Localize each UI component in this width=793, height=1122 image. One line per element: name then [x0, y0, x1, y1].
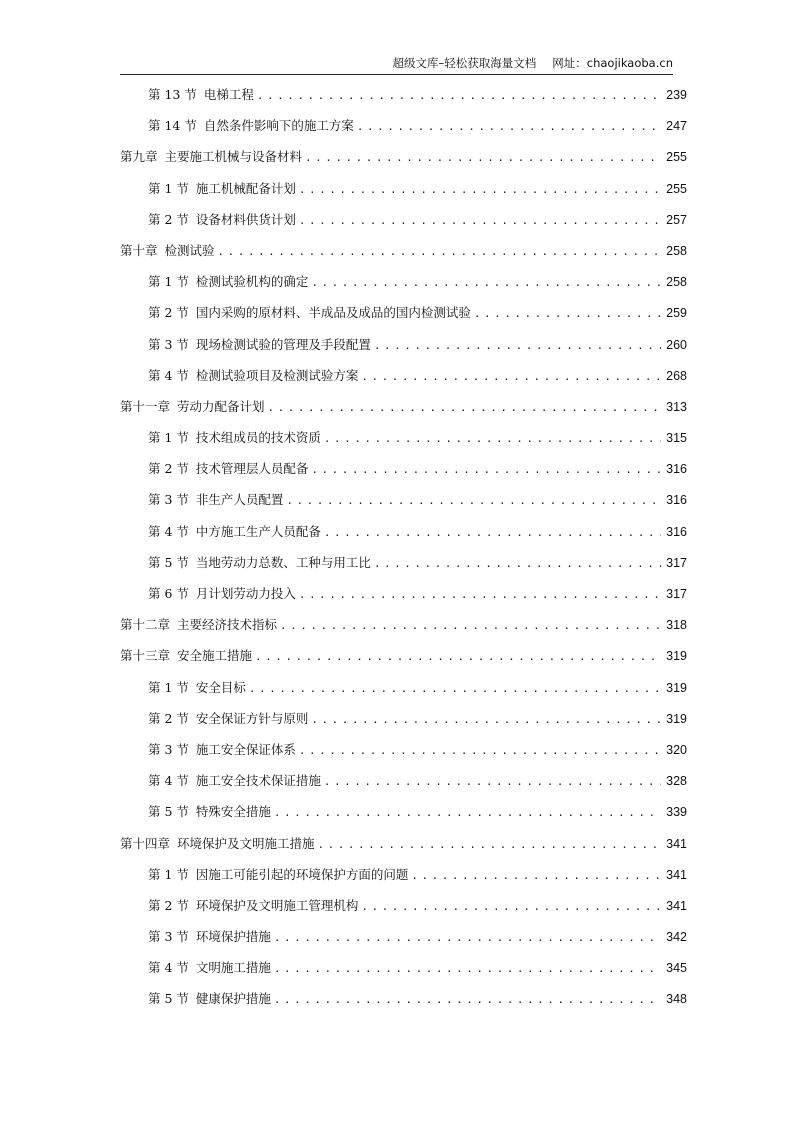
toc-section-entry[interactable]: [120, 360, 687, 391]
dot-leader: [299, 735, 661, 766]
entry-title: 电梯工程: [203, 87, 254, 102]
entry-page-number: 313: [666, 399, 687, 414]
entry-title: 主要经济技术指标: [177, 617, 278, 633]
toc-section-entry[interactable]: [120, 266, 687, 297]
toc-section-entry[interactable]: [120, 983, 687, 1014]
toc-chapter-entry[interactable]: [120, 640, 687, 671]
entry-number: 第 14 节: [148, 118, 197, 134]
entry-number: 第 1 节: [148, 866, 189, 882]
entry-page-number: 316: [666, 524, 687, 539]
toc-chapter-entry[interactable]: [120, 391, 687, 422]
dot-leader: [311, 267, 661, 298]
entry-page-number: 319: [666, 680, 687, 695]
entry-title: 主要施工机械与设备材料: [164, 149, 303, 165]
dot-leader: [274, 797, 661, 828]
dot-leader: [268, 392, 661, 423]
entry-number: 第 3 节: [148, 336, 189, 352]
entry-page-number: 342: [666, 930, 687, 945]
dot-leader: [311, 454, 661, 485]
entry-title: 检测试验: [164, 242, 215, 258]
dot-leader: [305, 142, 661, 173]
toc-section-entry[interactable]: [120, 547, 687, 578]
entry-number: 第 1 节: [148, 430, 189, 446]
header-site-name: 超级文库–轻松获取海量文档: [392, 56, 537, 70]
dot-leader: [257, 80, 661, 111]
entry-number: 第 2 节: [148, 897, 189, 913]
entry-title: 自然条件影响下的施工方案: [203, 118, 354, 134]
entry-title: 因施工可能引起的环境保护方面的问题: [195, 866, 409, 882]
entry-title: 设备材料供货计划: [195, 211, 296, 227]
entry-title: 健康保护措施: [195, 991, 271, 1007]
entry-title: 安全保证方针与原则: [195, 710, 309, 726]
toc-section-entry[interactable]: [120, 329, 687, 360]
entry-number: 第 13 节: [148, 87, 197, 102]
toc-section-entry[interactable]: [120, 672, 687, 703]
toc-section-entry[interactable]: [120, 765, 687, 796]
toc-section-entry[interactable]: [120, 796, 687, 827]
toc-section-entry[interactable]: [120, 703, 687, 734]
entry-title: 环境保护及文明施工管理机构: [195, 897, 359, 913]
entry-title: 检测试验项目及检测试验方案: [195, 367, 359, 383]
entry-page-number: 255: [666, 181, 687, 196]
toc-chapter-entry[interactable]: [120, 828, 687, 859]
dot-leader: [299, 174, 661, 205]
entry-page-number: 320: [666, 742, 687, 757]
toc-section-entry[interactable]: [120, 204, 687, 235]
entry-number: 第 4 节: [148, 960, 189, 976]
entry-page-number: 317: [666, 555, 687, 570]
dot-leader: [361, 891, 661, 922]
toc-section-entry[interactable]: [120, 422, 687, 453]
entry-number: 第 5 节: [148, 554, 189, 570]
dot-leader: [411, 860, 661, 891]
entry-title: 施工安全保证体系: [195, 741, 296, 757]
dot-leader: [361, 361, 661, 392]
toc-section-entry[interactable]: [120, 79, 687, 110]
entry-number: 第 4 节: [148, 773, 189, 789]
entry-number: 第 1 节: [148, 679, 189, 695]
entry-page-number: 315: [666, 431, 687, 446]
dot-leader: [357, 111, 661, 142]
entry-page-number: 317: [666, 587, 687, 601]
entry-page-number: 319: [666, 711, 687, 726]
entry-page-number: 319: [666, 649, 687, 664]
toc-section-entry[interactable]: [120, 173, 687, 204]
entry-title: 当地劳动力总数、工种与用工比: [195, 554, 371, 570]
entry-title: 非生产人员配置: [195, 492, 284, 508]
toc-section-entry[interactable]: [120, 516, 687, 547]
entry-page-number: 318: [666, 618, 687, 633]
entry-title: 文明施工措施: [195, 960, 271, 976]
entry-page-number: 268: [666, 368, 687, 383]
entry-title: 环境保护措施: [195, 929, 271, 945]
entry-number: 第 6 节: [148, 586, 189, 601]
entry-page-number: 341: [666, 898, 687, 913]
dot-leader: [299, 579, 661, 610]
entry-number: 第十二章: [120, 617, 171, 633]
entry-title: 安全目标: [195, 679, 246, 695]
entry-number: 第十四章: [120, 835, 171, 851]
entry-number: 第 4 节: [148, 367, 189, 383]
entry-number: 第 2 节: [148, 710, 189, 726]
dot-leader: [324, 423, 661, 454]
entry-number: 第 5 节: [148, 991, 189, 1007]
entry-page-number: 339: [666, 805, 687, 820]
dot-leader: [218, 236, 661, 267]
dot-leader: [274, 984, 661, 1015]
dot-leader: [474, 298, 661, 329]
entry-page-number: 258: [666, 243, 687, 258]
entry-page-number: 239: [666, 88, 687, 102]
entry-number: 第 2 节: [148, 305, 189, 321]
dot-leader: [311, 704, 661, 735]
entry-page-number: 316: [666, 462, 687, 477]
toc-section-entry[interactable]: [120, 859, 687, 890]
toc-chapter-entry[interactable]: [120, 235, 687, 266]
entry-page-number: 348: [666, 992, 687, 1007]
toc-section-entry[interactable]: [120, 110, 687, 141]
entry-number: 第 5 节: [148, 804, 189, 820]
entry-number: 第 3 节: [148, 741, 189, 757]
dot-leader: [318, 829, 661, 860]
entry-title: 特殊安全措施: [195, 804, 271, 820]
entry-page-number: 260: [666, 337, 687, 352]
entry-number: 第 2 节: [148, 211, 189, 227]
entry-title: 国内采购的原材料、半成品及成品的国内检测试验: [195, 305, 471, 321]
entry-number: 第 3 节: [148, 492, 189, 508]
dot-leader: [324, 766, 661, 797]
entry-page-number: 258: [666, 275, 687, 290]
entry-title: 环境保护及文明施工措施: [177, 835, 315, 851]
dot-leader: [324, 517, 661, 548]
entry-title: 中方施工生产人员配备: [195, 523, 321, 539]
dot-leader: [280, 610, 661, 641]
entry-number: 第 3 节: [148, 929, 189, 945]
toc-section-entry[interactable]: [120, 297, 687, 328]
entry-number: 第 1 节: [148, 180, 189, 196]
entry-page-number: 328: [666, 774, 687, 789]
entry-number: 第 1 节: [148, 274, 189, 290]
entry-number: 第 2 节: [148, 461, 189, 477]
dot-leader: [274, 922, 661, 953]
table-of-contents: [120, 79, 687, 1015]
toc-section-entry[interactable]: [120, 890, 687, 921]
toc-section-entry[interactable]: [120, 578, 687, 609]
entry-title: 安全施工措施: [177, 648, 253, 664]
toc-section-entry[interactable]: [120, 734, 687, 765]
entry-number: 第十章: [120, 242, 158, 258]
entry-page-number: 345: [666, 961, 687, 976]
entry-number: 第十三章: [120, 648, 171, 664]
entry-number: 第九章: [120, 149, 158, 165]
entry-title: 技术管理层人员配备: [195, 461, 309, 477]
toc-section-entry[interactable]: [120, 921, 687, 952]
entry-page-number: 247: [666, 119, 687, 134]
entry-number: 第 4 节: [148, 523, 189, 539]
entry-page-number: 257: [666, 212, 687, 227]
dot-leader: [374, 548, 661, 579]
dot-leader: [374, 330, 661, 361]
toc-section-entry[interactable]: [120, 453, 687, 484]
toc-chapter-entry[interactable]: [120, 141, 687, 172]
entry-page-number: 341: [666, 836, 687, 851]
entry-title: 检测试验机构的确定: [195, 274, 309, 290]
dot-leader: [249, 673, 661, 704]
entry-page-number: 259: [666, 306, 687, 321]
entry-title: 现场检测试验的管理及手段配置: [195, 336, 371, 352]
entry-page-number: 316: [666, 493, 687, 508]
entry-number: 第十一章: [120, 398, 171, 414]
entry-title: 施工机械配备计划: [195, 180, 296, 196]
entry-title: 月计划劳动力投入: [195, 586, 296, 601]
toc-chapter-entry[interactable]: [120, 609, 687, 640]
toc-section-entry[interactable]: [120, 484, 687, 515]
entry-page-number: 255: [666, 150, 687, 165]
dot-leader: [274, 953, 661, 984]
entry-title: 技术组成员的技术资质: [195, 430, 321, 446]
entry-title: 劳动力配备计划: [177, 398, 265, 414]
dot-leader: [299, 205, 661, 236]
toc-section-entry[interactable]: [120, 952, 687, 983]
entry-title: 施工安全技术保证措施: [195, 773, 321, 789]
dot-leader: [255, 641, 661, 672]
entry-page-number: 341: [666, 867, 687, 882]
dot-leader: [286, 485, 661, 516]
page-header: [120, 54, 673, 75]
header-url: 网址：chaojikaoba.cn: [552, 56, 673, 70]
